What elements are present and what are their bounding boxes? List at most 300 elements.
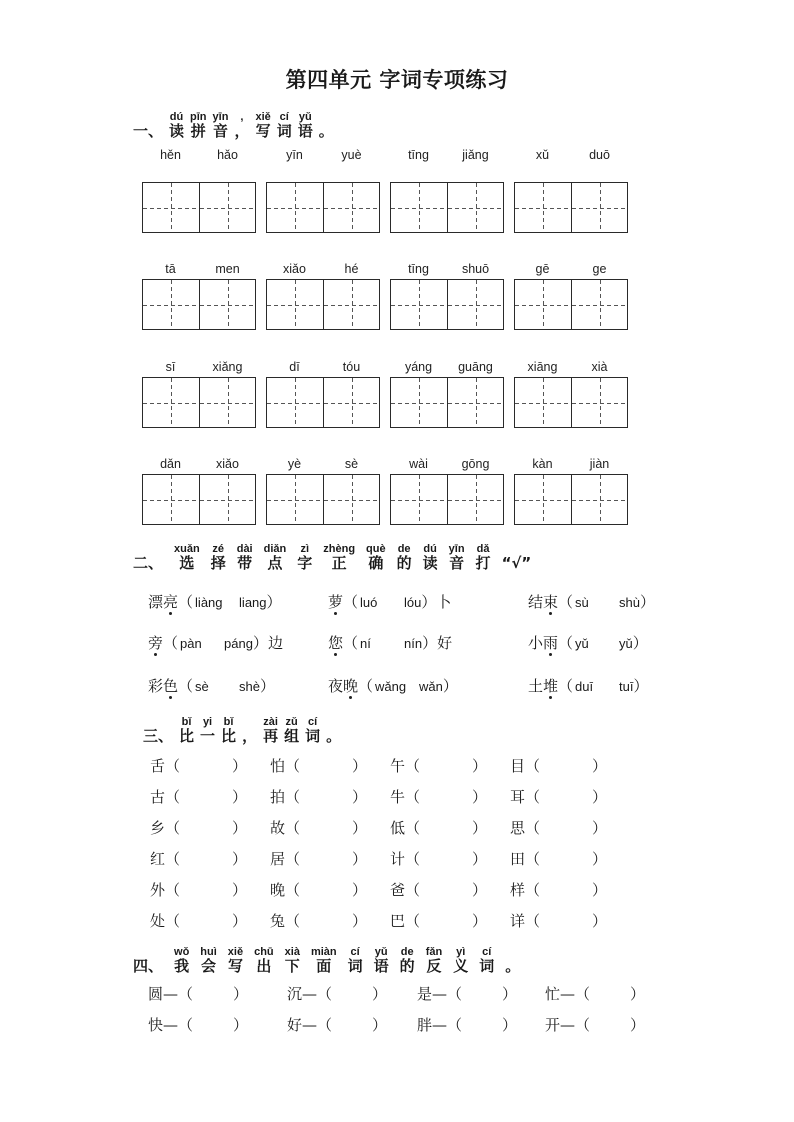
paren-open: （	[558, 593, 574, 611]
heading-pinyin: bǐ	[181, 716, 192, 728]
heading-char: 一、	[133, 122, 164, 140]
compare-word-item	[390, 849, 487, 869]
heading-char-group	[298, 111, 313, 140]
compare-word-item	[510, 756, 607, 776]
word-char: 漂	[148, 593, 164, 611]
heading-pinyin: fǎn	[425, 946, 443, 958]
base-char: 详	[510, 912, 526, 930]
dash: —	[560, 985, 576, 1003]
compare-word-item	[390, 818, 487, 838]
heading-char-group	[366, 543, 386, 572]
pinyin-option: yǔ	[575, 636, 589, 651]
heading-char-group	[297, 543, 312, 572]
paren-close: ）	[502, 1016, 518, 1034]
paren-open: （	[405, 819, 421, 837]
heading-char-group	[174, 946, 189, 975]
answer-blank	[180, 863, 232, 864]
base-char: 午	[390, 757, 406, 775]
compare-word-item	[150, 756, 247, 776]
heading-char-group	[284, 716, 299, 745]
grid-cell	[391, 280, 447, 329]
paren-close: ）	[422, 634, 438, 652]
grid-cell	[571, 183, 627, 232]
answer-blank	[300, 894, 352, 895]
heading-pinyin: huì	[200, 946, 217, 958]
pinyin-option: shè	[239, 679, 261, 694]
dotted-char: 雨	[543, 634, 559, 652]
base-char: 低	[390, 819, 406, 837]
heading-char-group	[311, 946, 337, 975]
paren-open: （	[447, 1016, 463, 1034]
dotted-char: 亮	[163, 593, 179, 611]
heading-pinyin: zǔ	[285, 716, 298, 728]
heading-char-group	[190, 111, 207, 140]
answer-blank	[462, 998, 502, 999]
grid-cell	[391, 183, 447, 232]
answer-blank	[540, 894, 592, 895]
grid-cell	[571, 378, 627, 427]
heading-pinyin: wǒ	[174, 946, 190, 958]
heading-pinyin: dú	[169, 111, 184, 123]
heading-pinyin: zé	[212, 543, 225, 555]
base-char: 是	[417, 985, 433, 1003]
pinyin-row	[142, 148, 628, 162]
paren-close: ）	[592, 912, 608, 930]
pinyin-option: páng	[224, 636, 253, 651]
base-char: 居	[270, 850, 286, 868]
pinyin-label: tīng	[408, 262, 429, 276]
base-char: 故	[270, 819, 286, 837]
pinyin-group	[390, 457, 504, 471]
compare-word-item	[270, 880, 367, 900]
pinyin-option: yǔ	[619, 636, 633, 651]
pinyin-label: gē	[535, 262, 550, 276]
compare-word-item	[270, 787, 367, 807]
pinyin-label: guāng	[458, 360, 493, 374]
antonym-item	[148, 1015, 248, 1035]
paren-close: ）	[502, 985, 518, 1003]
compare-word-item	[390, 787, 487, 807]
base-char: 计	[390, 850, 406, 868]
paren-close: ）	[592, 819, 608, 837]
heading-char-group	[453, 946, 468, 975]
heading-char: 。	[318, 122, 334, 140]
word-char: 土	[528, 677, 544, 695]
paren-open: （	[575, 1016, 591, 1034]
base-char: 田	[510, 850, 526, 868]
pinyin-row	[142, 262, 628, 276]
paren-close: ）	[442, 677, 458, 695]
heading-char-group	[237, 543, 253, 572]
paren-open: （	[525, 850, 541, 868]
heading-char: 下	[284, 957, 300, 975]
heading-char-group	[213, 111, 229, 140]
heading-char: 四、	[133, 957, 164, 975]
answer-blank	[193, 1029, 233, 1030]
heading-char: 带	[237, 554, 253, 572]
paren-close: ）	[352, 788, 368, 806]
compare-word-item	[510, 849, 607, 869]
answer-blank	[193, 998, 233, 999]
base-char: 拍	[270, 788, 286, 806]
pinyin-option: tuī	[619, 679, 634, 694]
paren-close: ）	[632, 634, 648, 652]
reading-choice-item	[528, 592, 655, 613]
heading-char-group	[221, 716, 236, 745]
heading-char: 词	[347, 957, 363, 975]
answer-blank	[180, 801, 232, 802]
antonym-item	[545, 1015, 645, 1035]
paren-close: ）	[352, 757, 368, 775]
answer-blank	[180, 894, 232, 895]
pinyin-label: sè	[344, 457, 359, 471]
pinyin-label: yīn	[286, 148, 303, 162]
paren-open: （	[558, 677, 574, 695]
pinyin-label: men	[215, 262, 240, 276]
writing-grid	[142, 377, 256, 428]
heading-char-group	[423, 543, 438, 572]
heading-char: 三、	[143, 727, 174, 745]
paren-close: ）	[472, 850, 488, 868]
paren-close: ）	[640, 593, 656, 611]
writing-grid	[514, 182, 628, 233]
paren-open: （	[525, 819, 541, 837]
grid-cell	[143, 378, 199, 427]
heading-pinyin: yì	[456, 946, 466, 958]
heading-char: “√”	[501, 554, 532, 572]
paren-close: ）	[232, 788, 248, 806]
base-char: 乡	[150, 819, 166, 837]
heading-char: 义	[453, 957, 469, 975]
paren-open: （	[285, 757, 301, 775]
pinyin-label: shuō	[461, 262, 490, 276]
heading-char: 。	[326, 727, 342, 745]
base-char: 晚	[270, 881, 286, 899]
heading-char-group	[143, 716, 173, 745]
compare-word-item	[510, 818, 607, 838]
dash: —	[302, 985, 318, 1003]
reading-choice-item	[148, 633, 283, 654]
paren-close: ）	[352, 819, 368, 837]
heading-char: 音	[212, 122, 228, 140]
paren-close: ）	[260, 677, 276, 695]
grid-cell	[199, 378, 255, 427]
pinyin-option: sù	[575, 595, 589, 610]
reading-choice-item	[328, 633, 452, 654]
heading-char-group	[449, 543, 465, 572]
base-char: 思	[510, 819, 526, 837]
heading-char: 组	[284, 727, 300, 745]
paren-open: （	[163, 634, 179, 652]
paren-open: （	[285, 819, 301, 837]
paren-close: ）	[472, 757, 488, 775]
word-char: 结	[528, 593, 544, 611]
heading-char: 语	[297, 122, 313, 140]
pinyin-label: dī	[289, 360, 300, 374]
pinyin-label: tīng	[408, 148, 429, 162]
base-char: 耳	[510, 788, 526, 806]
dotted-char: 堆	[543, 677, 559, 695]
heading-pinyin: dài	[236, 543, 253, 555]
heading-char-group	[234, 111, 249, 140]
heading-pinyin: yǔ	[374, 946, 388, 958]
heading-char-group	[476, 543, 491, 572]
paren-close: ）	[352, 850, 368, 868]
dash: —	[163, 985, 179, 1003]
dotted-char: 您	[328, 634, 344, 652]
pinyin-label: sī	[165, 360, 176, 374]
heading-char: 写	[227, 957, 243, 975]
pinyin-group	[142, 148, 256, 162]
paren-open: （	[405, 788, 421, 806]
pinyin-group	[390, 262, 504, 276]
heading-pinyin: què	[366, 543, 386, 555]
heading-char: 二、	[133, 554, 164, 572]
pinyin-group	[390, 148, 504, 162]
heading-char: 选	[179, 554, 195, 572]
paren-close: ）	[592, 881, 608, 899]
pinyin-option: wǎng	[375, 679, 407, 694]
writing-grid	[390, 182, 504, 233]
heading-char-group	[319, 111, 334, 140]
paren-open: （	[178, 1016, 194, 1034]
paren-close: ）	[352, 912, 368, 930]
paren-open: （	[405, 912, 421, 930]
paren-close: ）	[472, 912, 488, 930]
heading-char-group	[285, 946, 300, 975]
compare-word-item	[150, 911, 247, 931]
heading-pinyin: cí	[308, 716, 318, 728]
heading-pinyin: cí	[279, 111, 289, 123]
heading-char: 出	[256, 957, 272, 975]
heading-char: 我	[174, 957, 190, 975]
grid-cell	[199, 475, 255, 524]
pinyin-label: duō	[589, 148, 610, 162]
pinyin-group	[142, 360, 256, 374]
heading-char-group	[133, 946, 163, 975]
grid-cell	[323, 378, 379, 427]
answer-blank	[332, 1029, 372, 1030]
compare-word-item	[270, 818, 367, 838]
pinyin-option: shù	[619, 595, 641, 610]
pinyin-option: sè	[195, 679, 209, 694]
grid-cell	[143, 183, 199, 232]
paren-open: （	[285, 912, 301, 930]
heading-pinyin: dú	[423, 543, 437, 555]
pinyin-option: duī	[575, 679, 594, 694]
paren-open: （	[525, 881, 541, 899]
heading-pinyin: zài	[263, 716, 278, 728]
heading-char-group	[255, 111, 270, 140]
grid-cell	[323, 280, 379, 329]
reading-choice-item	[148, 676, 275, 697]
compare-word-item	[150, 818, 247, 838]
heading-char-group	[264, 543, 287, 572]
answer-blank	[300, 801, 352, 802]
answer-blank	[420, 925, 472, 926]
base-char: 快	[148, 1016, 164, 1034]
grid-cell	[515, 475, 571, 524]
paren-open: （	[165, 757, 181, 775]
heading-pinyin: xià	[284, 946, 300, 958]
answer-blank	[420, 801, 472, 802]
heading-pinyin: xiě	[227, 946, 244, 958]
paren-open: （	[178, 985, 194, 1003]
pinyin-label: xià	[591, 360, 608, 374]
grid-cell	[267, 475, 323, 524]
paren-open: （	[317, 985, 333, 1003]
dotted-char: 晚	[343, 677, 359, 695]
pinyin-group	[266, 360, 380, 374]
writing-grid	[390, 474, 504, 525]
grid-cell	[447, 378, 503, 427]
antonym-item	[417, 1015, 517, 1035]
compare-word-item	[270, 849, 367, 869]
heading-char-group	[323, 543, 355, 572]
heading-char: 的	[399, 957, 415, 975]
compare-word-item	[150, 787, 247, 807]
paren-open: （	[558, 634, 574, 652]
pinyin-label: kàn	[532, 457, 553, 471]
heading-char-group	[397, 543, 412, 572]
paren-close: ）	[472, 881, 488, 899]
reading-choice-item	[328, 592, 451, 613]
pinyin-label: ge	[592, 262, 607, 276]
heading-char: 打	[475, 554, 491, 572]
heading-char-group	[348, 946, 363, 975]
heading-char-group	[426, 946, 443, 975]
heading-char: 面	[316, 957, 332, 975]
answer-blank	[300, 770, 352, 771]
heading-char: 读	[169, 122, 185, 140]
compare-word-item	[390, 911, 487, 931]
heading-char-group	[277, 111, 292, 140]
word-char: 边	[267, 634, 283, 652]
heading-char: 写	[255, 122, 271, 140]
worksheet-title: 第四单元 字词专项练习	[285, 68, 509, 92]
base-char: 古	[150, 788, 166, 806]
reading-choice-item	[148, 592, 282, 613]
grid-cell	[447, 183, 503, 232]
heading-char: 再	[263, 727, 279, 745]
answer-blank	[420, 863, 472, 864]
dash: —	[560, 1016, 576, 1034]
heading-pinyin: zhèng	[323, 543, 356, 555]
heading-char-group	[305, 716, 320, 745]
writing-grid	[142, 182, 256, 233]
heading-pinyin: diǎn	[263, 543, 287, 555]
pinyin-group	[266, 262, 380, 276]
pinyin-label: yáng	[404, 360, 433, 374]
compare-word-item	[390, 756, 487, 776]
paren-close: ）	[372, 1016, 388, 1034]
heading-pinyin: pīn	[190, 111, 207, 123]
heading-char-group	[169, 111, 184, 140]
pinyin-group	[142, 262, 256, 276]
word-char: 彩	[148, 677, 164, 695]
heading-char-group	[502, 543, 532, 572]
answer-blank	[300, 925, 352, 926]
pinyin-label: xiǎo	[216, 457, 239, 471]
grid-cell	[267, 280, 323, 329]
paren-close: ）	[232, 881, 248, 899]
heading-char-group	[200, 716, 215, 745]
grid-row	[142, 474, 628, 525]
pinyin-label: hǎo	[217, 148, 238, 162]
paren-open: （	[525, 788, 541, 806]
paren-open: （	[178, 593, 194, 611]
paren-open: （	[317, 1016, 333, 1034]
answer-blank	[590, 1029, 630, 1030]
heading-char: 拼	[190, 122, 206, 140]
heading-pinyin: miàn	[310, 946, 337, 958]
answer-blank	[332, 998, 372, 999]
writing-grid	[514, 377, 628, 428]
section-1-heading	[133, 111, 334, 140]
dotted-char: 束	[543, 593, 559, 611]
heading-pinyin: bǐ	[223, 716, 234, 728]
paren-close: ）	[233, 985, 249, 1003]
base-char: 怕	[270, 757, 286, 775]
writing-grid	[390, 279, 504, 330]
grid-cell	[199, 280, 255, 329]
base-char: 样	[510, 881, 526, 899]
grid-cell	[143, 475, 199, 524]
pinyin-group	[514, 360, 628, 374]
dotted-char: 旁	[148, 634, 164, 652]
paren-close: ）	[232, 819, 248, 837]
heading-char: 词	[305, 727, 321, 745]
paren-open: （	[358, 677, 374, 695]
paren-close: ）	[352, 881, 368, 899]
heading-char: 会	[201, 957, 217, 975]
heading-char: ，	[242, 727, 258, 745]
heading-pinyin: xuǎn	[174, 543, 200, 555]
compare-word-item	[390, 880, 487, 900]
base-char: 牛	[390, 788, 406, 806]
heading-char-group	[326, 716, 341, 745]
section-2-heading	[133, 543, 531, 572]
paren-open: （	[178, 677, 194, 695]
base-char: 目	[510, 757, 526, 775]
writing-grid	[266, 474, 380, 525]
grid-cell	[391, 475, 447, 524]
heading-char-group	[374, 946, 389, 975]
heading-char: 语	[373, 957, 389, 975]
reading-choice-item	[328, 676, 458, 697]
base-char: 圆	[148, 985, 164, 1003]
paren-open: （	[285, 788, 301, 806]
pinyin-option: ní	[360, 636, 371, 651]
reading-choice-item	[528, 676, 649, 697]
heading-char-group	[133, 111, 163, 140]
paren-open: （	[165, 912, 181, 930]
grid-cell	[143, 280, 199, 329]
dash: —	[163, 1016, 179, 1034]
pinyin-row	[142, 457, 628, 471]
heading-char: 比	[179, 727, 195, 745]
heading-char: 字	[297, 554, 313, 572]
pinyin-label: jiàn	[589, 457, 610, 471]
paren-close: ）	[372, 985, 388, 1003]
paren-open: （	[285, 850, 301, 868]
paren-close: ）	[630, 1016, 646, 1034]
pinyin-label: tóu	[342, 360, 361, 374]
base-char: 巴	[390, 912, 406, 930]
pinyin-option: lóu	[404, 595, 422, 610]
base-char: 胖	[417, 1016, 433, 1034]
heading-char-group	[505, 946, 520, 975]
